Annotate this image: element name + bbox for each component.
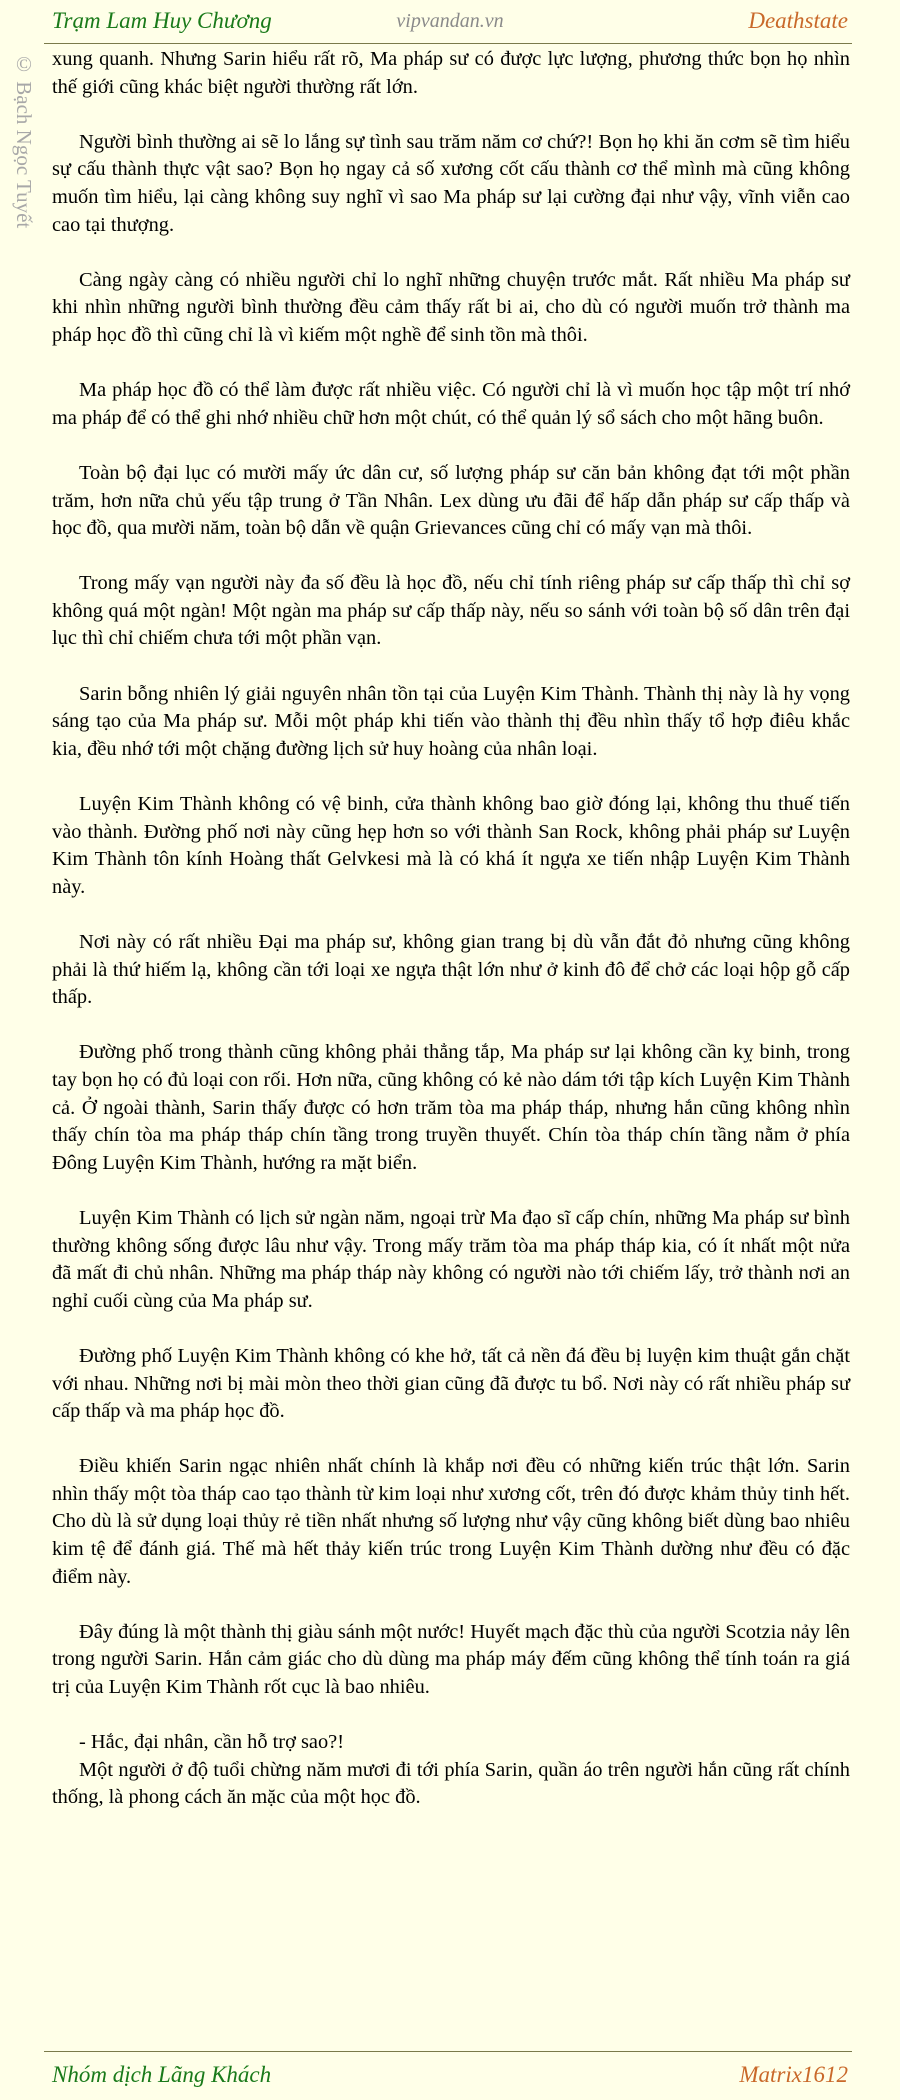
paragraph-5: Toàn bộ đại lục có mười mấy ức dân cư, số lượng pháp sư căn bản không đạt tới một phần trăm, hơn nữa chủ yếu tập trung ở Tần Nhân. Lex dùng ưu đãi để hấp dẫn pháp sư cấp thấp và học đồ, qua mười năm, toàn bộ dẫn về quận Grievances cũng chỉ có mấy vạn mà thôi. <box>52 461 850 540</box>
paragraph-11: Luyện Kim Thành có lịch sử ngàn năm, ngoại trừ Ma đạo sĩ cấp chín, những Ma pháp sư bình thường không sống được lâu như vậy. Trong mấy trăm tòa ma pháp tháp kia, có ít nhất một nửa đã mất đi chủ nhân. Những ma pháp tháp này không có người nào tới chiếm lấy, trở thành nơi an nghỉ cuối cùng của Ma pháp sư. <box>52 1206 850 1312</box>
paragraph-4: Ma pháp học đồ có thể làm được rất nhiều việc. Có người chỉ là vì muốn học tập một trí nhớ ma pháp để có thể ghi nhớ nhiều chữ hơn một chút, có thể quản lý sổ sách cho một hãng buôn. <box>52 379 850 429</box>
header-divider <box>44 43 852 44</box>
paragraph-1: xung quanh. Nhưng Sarin hiểu rất rõ, Ma pháp sư có được lực lượng, phương thức bọn họ nhìn thế giới cũng khác biệt người thường rất lớn. <box>52 48 850 98</box>
footer-editor: Matrix1612 <box>739 2062 848 2087</box>
paragraph-7: Sarin bỗng nhiên lý giải nguyên nhân tồn tại của Luyện Kim Thành. Thành thị này là hy vọng sáng tạo của Ma pháp sư. Mỗi một pháp khi tiến vào thành thị đều nhìn thấy tổ hợp điêu khắc kia, đều nhớ tới một chặng đường lịch sử huy hoàng của nhân loại. <box>52 682 850 760</box>
footer-translator-group: Nhóm dịch Lãng Khách <box>52 2062 272 2087</box>
dialogue-line: - Hắc, đại nhân, cần hỗ trợ sao?! <box>79 1731 344 1754</box>
paragraph-13: Điều khiến Sarin ngạc nhiên nhất chính là khắp nơi đều có những kiến trúc thật lớn. Sarin nhìn thấy một tòa tháp cao tạo thành từ kim loại như xương cốt, trên đó được khảm thủy tinh hết. Cho dù là sử dụng loại thủy rẻ tiền nhất nhưng số lượng như vậy cũng không biết dùng bao nhiêu kim tệ để đánh giá. Thế mà hết thảy kiến trúc trong Luyện Kim Thành dường như đều có đặc điểm này. <box>52 1455 850 1588</box>
side-credit: © Bạch Ngọc Tuyết <box>12 52 36 229</box>
header-author: Deathstate <box>748 8 848 33</box>
header-site-name: Trạm Lam Huy Chương <box>52 8 272 33</box>
paragraph-8: Luyện Kim Thành không có vệ binh, cửa thành không bao giờ đóng lại, không thu thuế tiến vào thành. Đường phố nơi này cũng hẹp hơn so với thành San Rock, không phải pháp sư Luyện Kim Thành tôn kính Hoàng thất Gelvkesi mà là có khá ít ngựa xe tiến nhập Luyện Kim Thành này. <box>52 793 850 898</box>
paragraph-10: Đường phố trong thành cũng không phải thẳng tắp, Ma pháp sư lại không cần kỵ binh, trong tay bọn họ có đủ loại con rối. Hơn nữa, cũng không có kẻ nào dám tới tập kích Luyện Kim Thành cả. Ở ngoài thành, Sarin thấy được có hơn trăm tòa ma pháp tháp, nhưng hắn cũng không nhìn thấy chín tòa ma pháp tháp chín tầng trong truyền thuyết. Chín tòa tháp chín tầng nằm ở phía Đông Luyện Kim Thành, hướng ra mặt biển. <box>52 1041 850 1174</box>
paragraph-6: Trong mấy vạn người này đa số đều là học đồ, nếu chỉ tính riêng pháp sư cấp thấp thì chỉ sợ không quá một ngàn! Một ngàn ma pháp sư cấp thấp này, nếu so sánh với toàn bộ số dân trên đại lục thì chỉ chiếm chưa tới một phần vạn. <box>52 572 850 650</box>
paragraph-16: Một người ở độ tuổi chừng năm mươi đi tới phía Sarin, quần áo trên người hắn cũng rất chính thống, là phong cách ăn mặc của một học đồ. <box>52 1758 850 1809</box>
paragraph-3: Càng ngày càng có nhiều người chỉ lo nghĩ những chuyện trước mắt. Rất nhiều Ma pháp sư khi nhìn những người bình thường đều cảm thấy rất bi ai, cho dù có người muốn trở thành ma pháp học đồ thì cũng chỉ là vì kiếm một nghề để sinh tồn mà thôi. <box>52 268 850 346</box>
document-body <box>52 46 850 1840</box>
page-footer <box>0 2052 900 2100</box>
header-website: vipvandan.vn <box>396 10 504 32</box>
paragraph-14: Đây đúng là một thành thị giàu sánh một nước! Huyết mạch đặc thù của người Scotzia nảy lên trong người Sarin. Hắn cảm giác cho dù dùng ma pháp máy đếm cũng không thể tính toán ra giá trị của Luyện Kim Thành rốt cục là bao nhiêu. <box>52 1620 850 1699</box>
paragraph-2: Người bình thường ai sẽ lo lắng sự tình sau trăm năm cơ chứ?! Bọn họ khi ăn cơm sẽ tìm hiểu sự cấu thành thực vật sao? Bọn họ ngay cả số xương cốt cấu thành cơ thể mình mà cũng không muốn tìm hiểu, lại càng không suy nghĩ vì sao Ma pháp sư lại cường đại như vậy, vĩnh viễn cao cao tại thượng. <box>52 130 850 236</box>
page-header <box>0 0 900 44</box>
paragraph-12: Đường phố Luyện Kim Thành không có khe hở, tất cả nền đá đều bị luyện kim thuật gắn chặt với nhau. Những nơi bị mài mòn theo thời gian cũng đã được tu bổ. Nơi này có rất nhiều pháp sư cấp thấp và ma pháp học đồ. <box>52 1344 850 1423</box>
paragraph-9: Nơi này có rất nhiều Đại ma pháp sư, không gian trang bị dù vẫn đắt đỏ nhưng cũng không phải là thứ hiếm lạ, không cần tới loại xe ngựa thật lớn như ở kinh đô để chở các loại hộp gỗ cấp thấp. <box>52 931 850 1009</box>
